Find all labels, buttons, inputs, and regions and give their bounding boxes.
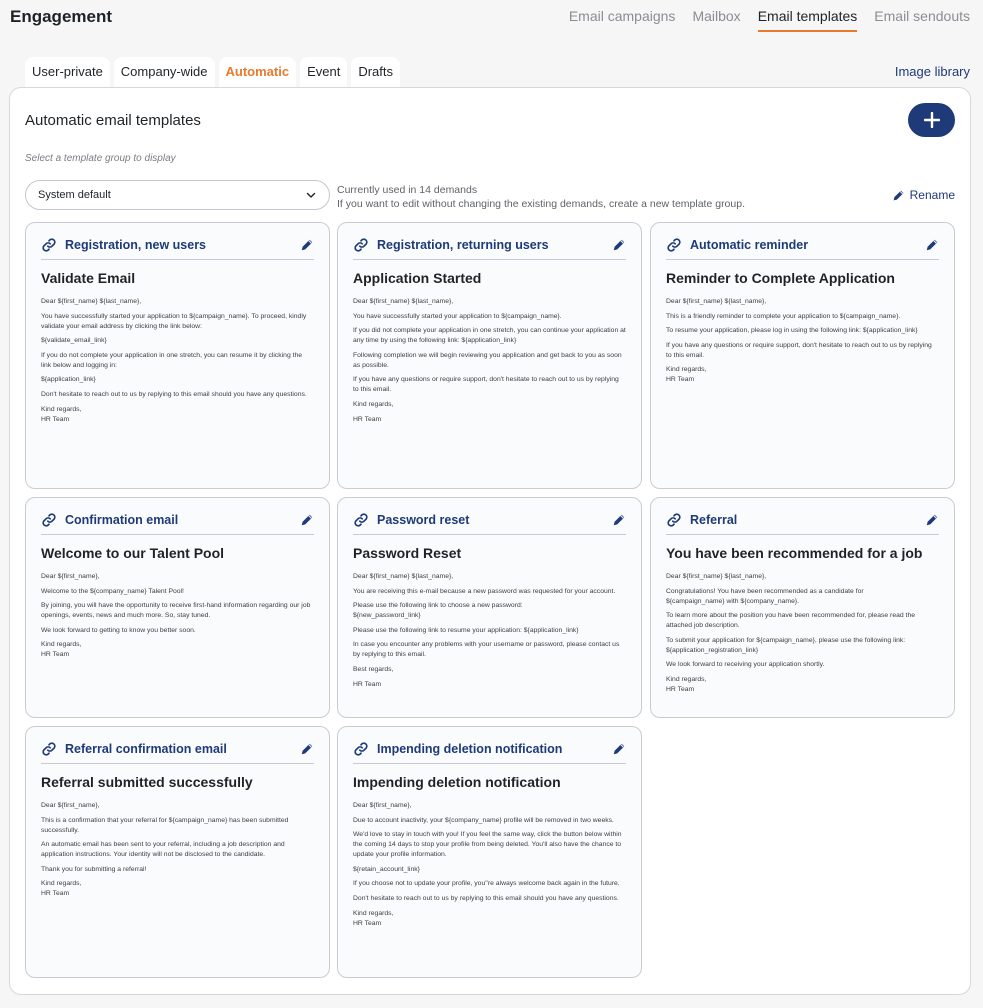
template-subject: Welcome to our Talent Pool <box>41 545 225 561</box>
template-body-paragraph: You are receiving this e-mail because a new password was requested for your account. <box>353 587 616 595</box>
template-subject: Reminder to Complete Application <box>666 270 895 286</box>
card-header <box>353 512 626 535</box>
template-body-paragraph: An automatic email has been sent to your referral, including a job description and application instructions. Your identity will not be disclosed to the candidate. <box>41 841 285 859</box>
link-icon <box>41 237 57 253</box>
template-body-paragraph: Dear ${first_name} ${last_name}, <box>666 573 767 580</box>
link-icon <box>41 512 57 528</box>
template-group-name: Confirmation email <box>65 513 179 527</box>
template-body-paragraph: We'd love to stay in touch with you! If you feel the same way, click the button below within the coming 14 days to stop your profile from being deleted. You'll also have the chance to update your profile information. <box>353 831 622 859</box>
card-header <box>353 237 626 260</box>
add-template-button[interactable] <box>908 103 955 137</box>
template-body-paragraph: Kind regards, <box>353 400 394 408</box>
template-body-paragraph: Best regards, <box>353 665 394 673</box>
template-card-referral[interactable] <box>650 497 955 718</box>
template-body <box>666 572 939 695</box>
link-icon <box>666 512 682 528</box>
template-subject: Validate Email <box>41 270 136 286</box>
tab-user-private[interactable]: User-private <box>25 57 110 87</box>
card-header <box>353 741 626 764</box>
template-body-paragraph: Don't hesitate to reach out to us by replying to this email should you have any questions. <box>41 390 307 398</box>
pencil-icon[interactable] <box>300 513 314 527</box>
usage-info <box>337 183 745 211</box>
template-body <box>41 801 314 899</box>
usage-note: If you want to edit without changing the existing demands, create a new template group. <box>337 198 745 210</box>
plus-icon <box>924 112 940 128</box>
template-subject: Password Reset <box>353 545 462 561</box>
pencil-icon <box>892 189 905 202</box>
link-icon <box>353 237 369 253</box>
template-subject: Referral submitted successfully <box>41 774 253 790</box>
template-body-paragraph: Congratulations! You have been recommended as a candidate for ${campaign_name} with ${company_name}. <box>666 587 864 605</box>
template-body-paragraph: Dear ${first_name} ${last_name}, <box>41 298 142 305</box>
template-card-confirmation-email[interactable] <box>25 497 330 718</box>
template-group-name: Referral confirmation email <box>65 742 227 756</box>
panel-title: Automatic email templates <box>25 112 201 129</box>
template-body-paragraph: You have successfully started your application to ${campaign_name}. To proceed, kindly validate your email address by clicking the link below: <box>41 312 307 330</box>
template-group-name: Automatic reminder <box>690 238 809 252</box>
card-header <box>666 512 939 535</box>
template-group-value: System default <box>38 189 111 201</box>
pencil-icon[interactable] <box>612 513 626 527</box>
template-body <box>353 801 626 929</box>
template-subject: You have been recommended for a job <box>666 545 923 561</box>
nav-email-templates[interactable]: Email templates <box>758 8 858 32</box>
template-body-paragraph: Don't hesitate to reach out to us by replying to this email should you have any questions. <box>353 894 619 902</box>
template-card-referral-confirmation-email[interactable] <box>25 726 330 978</box>
template-body-paragraph: Please use the following link to resume your application: ${application_link} <box>353 626 579 634</box>
tab-automatic[interactable]: Automatic <box>219 57 297 87</box>
tab-event[interactable]: Event <box>300 57 347 87</box>
template-body-paragraph: Dear ${first_name} ${last_name}, <box>666 298 767 305</box>
template-body-paragraph: ${retain_account_link} <box>353 865 420 873</box>
template-body-paragraph: If you do not complete your application in one stretch, you can resume it by clicking the link below and logging in: <box>41 351 303 369</box>
usage-count: Currently used in 14 demands <box>337 184 478 196</box>
template-body-paragraph: We look forward to getting to know you better soon. <box>41 626 196 634</box>
template-card-automatic-reminder[interactable] <box>650 222 955 489</box>
link-icon <box>353 512 369 528</box>
template-group-name: Registration, new users <box>65 238 207 252</box>
chevron-down-icon <box>305 189 317 201</box>
template-body-paragraph: Dear ${first_name}, <box>353 802 412 809</box>
template-group-name: Referral <box>690 513 738 527</box>
template-body-paragraph: If you choose not to update your profile, you''re always welcome back again in the future. <box>353 880 620 888</box>
template-card-registration-returning-users[interactable] <box>337 222 642 489</box>
template-body-paragraph: Due to account inactivity, your ${company_name} profile will be removed in two weeks. <box>353 816 614 824</box>
template-body <box>41 572 314 660</box>
tab-company-wide[interactable]: Company-wide <box>114 57 215 87</box>
template-body-paragraph: In case you encounter any problems with your username or password, please contact us by replying to this email. <box>353 641 620 659</box>
template-body <box>353 572 626 690</box>
template-body-paragraph: To resume your application, please log in using the following link: ${application_link} <box>666 327 918 335</box>
template-card-impending-deletion-notification[interactable] <box>337 726 642 978</box>
template-body-paragraph: Kind regards, HR Team <box>41 641 82 659</box>
pencil-icon[interactable] <box>925 238 939 252</box>
page-title: Engagement <box>10 7 113 26</box>
template-body-paragraph: Kind regards, HR Team <box>41 405 82 423</box>
template-body-paragraph: By joining, you will have the opportunity to receive first-hand information regarding our job openings, events, news and much more. So, stay tuned. <box>41 602 311 620</box>
template-group-name: Impending deletion notification <box>377 742 563 756</box>
template-card-registration-new-users[interactable] <box>25 222 330 489</box>
template-body-paragraph: HR Team <box>353 415 382 423</box>
pencil-icon[interactable] <box>612 742 626 756</box>
template-body-paragraph: Dear ${first_name}, <box>41 802 100 809</box>
template-body-paragraph: You have successfully started your application to ${campaign_name}. <box>353 312 562 320</box>
link-icon <box>666 237 682 253</box>
pencil-icon[interactable] <box>300 742 314 756</box>
template-body-paragraph: Dear ${first_name} ${last_name}, <box>353 573 454 580</box>
card-header <box>41 237 314 260</box>
template-subject: Application Started <box>353 270 482 286</box>
template-body-paragraph: Welcome to the ${company_name} Talent Pool! <box>41 587 184 595</box>
tab-drafts[interactable]: Drafts <box>351 57 400 87</box>
template-body-paragraph: Thank you for submitting a referral! <box>41 865 147 873</box>
template-body-paragraph: We look forward to receiving your application shortly. <box>666 661 825 669</box>
template-body <box>353 297 626 425</box>
pencil-icon[interactable] <box>925 513 939 527</box>
select-hint: Select a template group to display <box>25 153 176 164</box>
pencil-icon[interactable] <box>612 238 626 252</box>
template-body-paragraph: If you have any questions or require support, don't hesitate to reach out to us by replying to this email. <box>666 341 932 359</box>
template-body-paragraph: ${application_link} <box>41 376 96 384</box>
template-body <box>666 297 939 385</box>
link-icon <box>41 741 57 757</box>
template-tabs <box>25 57 400 87</box>
card-header <box>41 512 314 535</box>
template-group-name: Registration, returning users <box>377 238 549 252</box>
template-group-select[interactable] <box>25 180 330 210</box>
template-body-paragraph: ${validate_email_link} <box>41 337 107 345</box>
pencil-icon[interactable] <box>300 238 314 252</box>
template-body-paragraph: This is a friendly reminder to complete your application to ${campaign_name}. <box>666 312 901 320</box>
template-body-paragraph: If you did not complete your application in one stretch, you can continue your application at any time by using the following link: ${application_link} <box>353 327 626 345</box>
template-body-paragraph: To submit your application for ${campaign_name}, please use the following link: ${application_registration_link} <box>666 636 906 654</box>
rename-button[interactable] <box>892 188 955 202</box>
template-subject: Impending deletion notification <box>353 774 561 790</box>
nav-email-campaigns[interactable]: Email campaigns <box>568 8 676 24</box>
template-body-paragraph: This is a confirmation that your referral for ${campaign_name} has been submitted successfully. <box>41 816 289 834</box>
template-body-paragraph: Please use the following link to choose a new password: ${new_password_link} <box>353 602 523 620</box>
template-body-paragraph: If you have any questions or require support, don't hesitate to reach out to us by replying to this email. <box>353 376 619 394</box>
link-icon <box>353 741 369 757</box>
template-body-paragraph: Kind regards, HR Team <box>666 366 707 384</box>
template-body-paragraph: Dear ${first_name}, <box>41 573 100 580</box>
nav-mailbox[interactable]: Mailbox <box>692 8 741 24</box>
image-library-link[interactable]: Image library <box>894 64 970 79</box>
nav-email-sendouts[interactable]: Email sendouts <box>874 8 970 24</box>
template-body-paragraph: Kind regards, HR Team <box>666 675 707 693</box>
rename-label: Rename <box>909 188 955 202</box>
template-card-password-reset[interactable] <box>337 497 642 718</box>
top-nav <box>569 8 970 32</box>
card-header <box>666 237 939 260</box>
template-body-paragraph: HR Team <box>353 680 382 688</box>
template-body-paragraph: Kind regards, HR Team <box>41 880 82 898</box>
template-group-name: Password reset <box>377 513 470 527</box>
template-body-paragraph: Kind regards, HR Team <box>353 909 394 927</box>
template-body <box>41 297 314 425</box>
template-body-paragraph: To learn more about the position you have been recommended for, please read the attached job description. <box>666 612 916 630</box>
template-body-paragraph: Dear ${first_name} ${last_name}, <box>353 298 454 305</box>
card-header <box>41 741 314 764</box>
template-body-paragraph: Following completion we will begin reviewing you application and get back to you as soon as possible. <box>353 351 622 369</box>
